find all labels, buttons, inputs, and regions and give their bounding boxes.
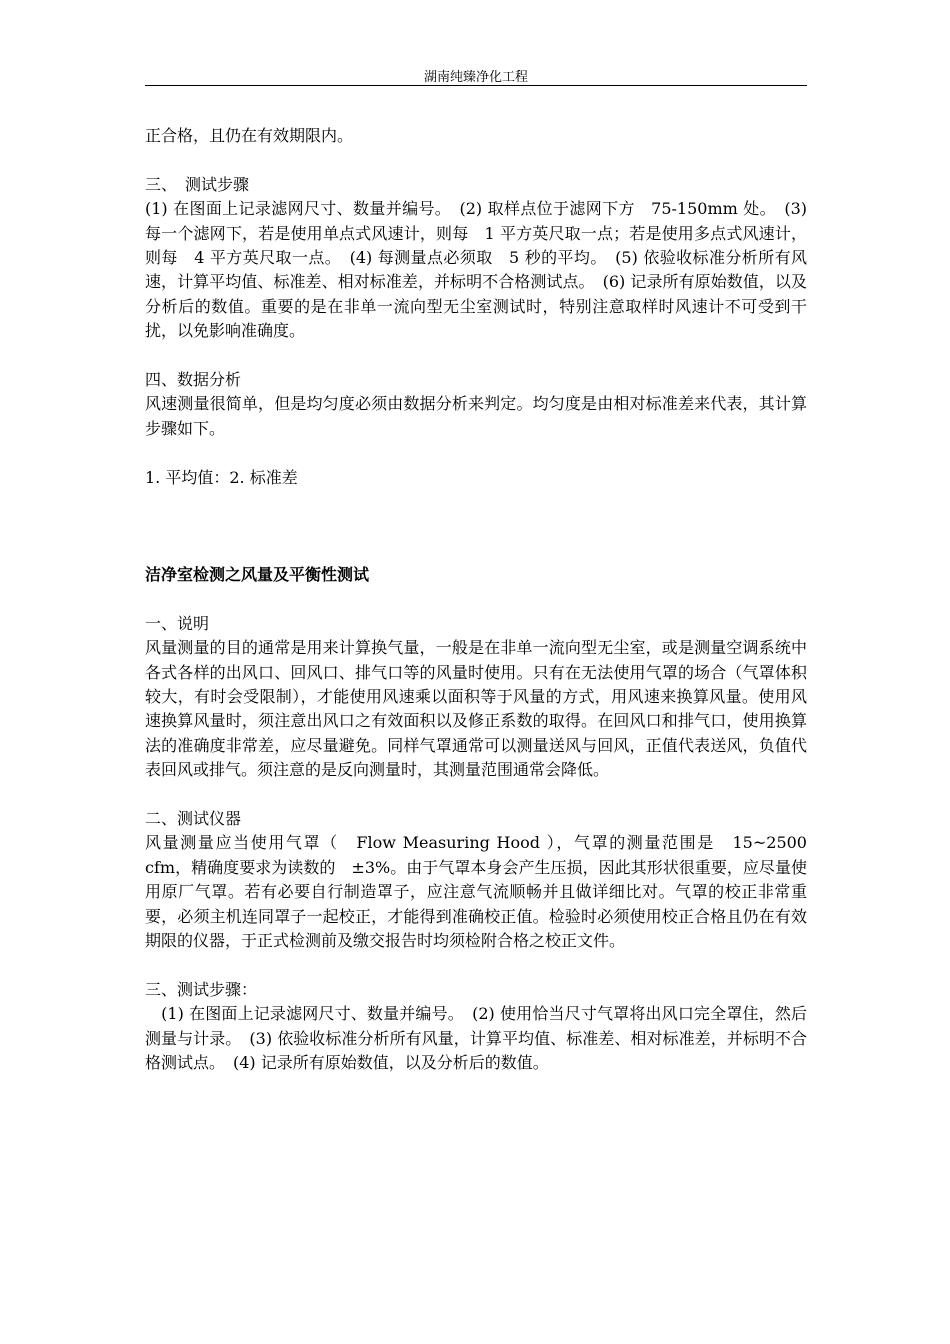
page-header: 湖南纯臻净化工程 (423, 70, 528, 85)
header-divider (145, 85, 807, 86)
test-steps-paragraph: (1) 在图面上记录滤网尺寸、数量并编号。 (2) 取样点位于滤网下方 75-150mm 处。 (3) 每一个滤网下，若是使用单点式风速计，则每 1 平方英尺取一点；若是使用多点式风速计，则每 4 平方英尺取一点。 (4) 每测量点必须取 5 秒的平均。 (5) 依验收标准分析所有风速，计算平均值、标准差、相对标准差，并标明不合格测试点。 (6) 记录所有原始数值，以及分析后的数值。重要的是在非单一流向型无尘室测试时，特别注意取样时风速计不可受到干扰，以免影响准确度。 (145, 199, 807, 341)
spacer (145, 783, 807, 807)
airflow-steps-heading: 三、测试步骤： (145, 979, 258, 999)
spacer (145, 587, 807, 611)
spacer (145, 441, 807, 465)
continuation-paragraph: 正合格，且仍在有效期限内。 (145, 126, 354, 145)
airflow-steps-paragraph: (1) 在图面上记录滤网尺寸、数量并编号。 (2) 使用恰当尺寸气罩将出风口完全罩住，然后测量与计录。 (3) 依验收标准分析所有风量，计算平均值、标准差、相对标准差，并标明不合格测试点。 (4) 记录所有原始数值，以及分析后的数值。 (145, 1004, 807, 1073)
data-analysis-paragraph: 风速测量很简单，但是均匀度必须由数据分析来判定。均匀度是由相对标准差来代表，其计算步骤如下。 (145, 394, 807, 438)
description-heading: 一、说明 (145, 613, 210, 633)
spacer (145, 344, 807, 368)
description-paragraph: 风量测量的目的通常是用来计算换气量，一般是在非单一流向型无尘室，或是测量空调系统中各式各样的出风口、回风口、排气口等的风量时使用。只有在无法使用气罩的场合（气罩体积较大，有时会受限制），才能使用风速乘以面积等于风量的方式，用风速来换算风量。使用风速换算风量时，须注意出风口之有效面积以及修正系数的取得。在回风口和排气口，使用换算法的准确度非常差，应尽量避免。同样气罩通常可以测量送风与回风，正值代表送风，负值代表回风或排气。须注意的是反向测量时，其测量范围通常会降低。 (145, 638, 807, 780)
data-analysis-heading: 四、数据分析 (145, 370, 242, 390)
spacer (145, 490, 807, 563)
spacer (145, 148, 807, 172)
formula-line: 1. 平均值：2. 标准差 (145, 467, 298, 487)
instrument-heading: 二、测试仪器 (145, 809, 242, 829)
spacer (145, 954, 807, 978)
document-body (145, 124, 807, 1076)
instrument-paragraph: 风量测量应当使用气罩（ Flow Measuring Hood ），气罩的测量范围是 15~2500 cfm，精确度要求为读数的 ±3%。由于气罩本身会产生压损，因此其形状很重要，应尽量使用原厂气罩。若有必要自行制造罩子，应注意气流顺畅并且做详细比对。气罩的校正非常重要，必须主机连同罩子一起校正，才能得到准确校正值。检验时必须使用校正合格且仍在有效期限的仪器，于正式检测前及缴交报告时均须检附合格之校正文件。 (145, 833, 807, 951)
test-steps-heading: 三、 测试步骤 (145, 174, 250, 194)
section-title: 洁净室检测之风量及平衡性测试 (145, 565, 370, 585)
